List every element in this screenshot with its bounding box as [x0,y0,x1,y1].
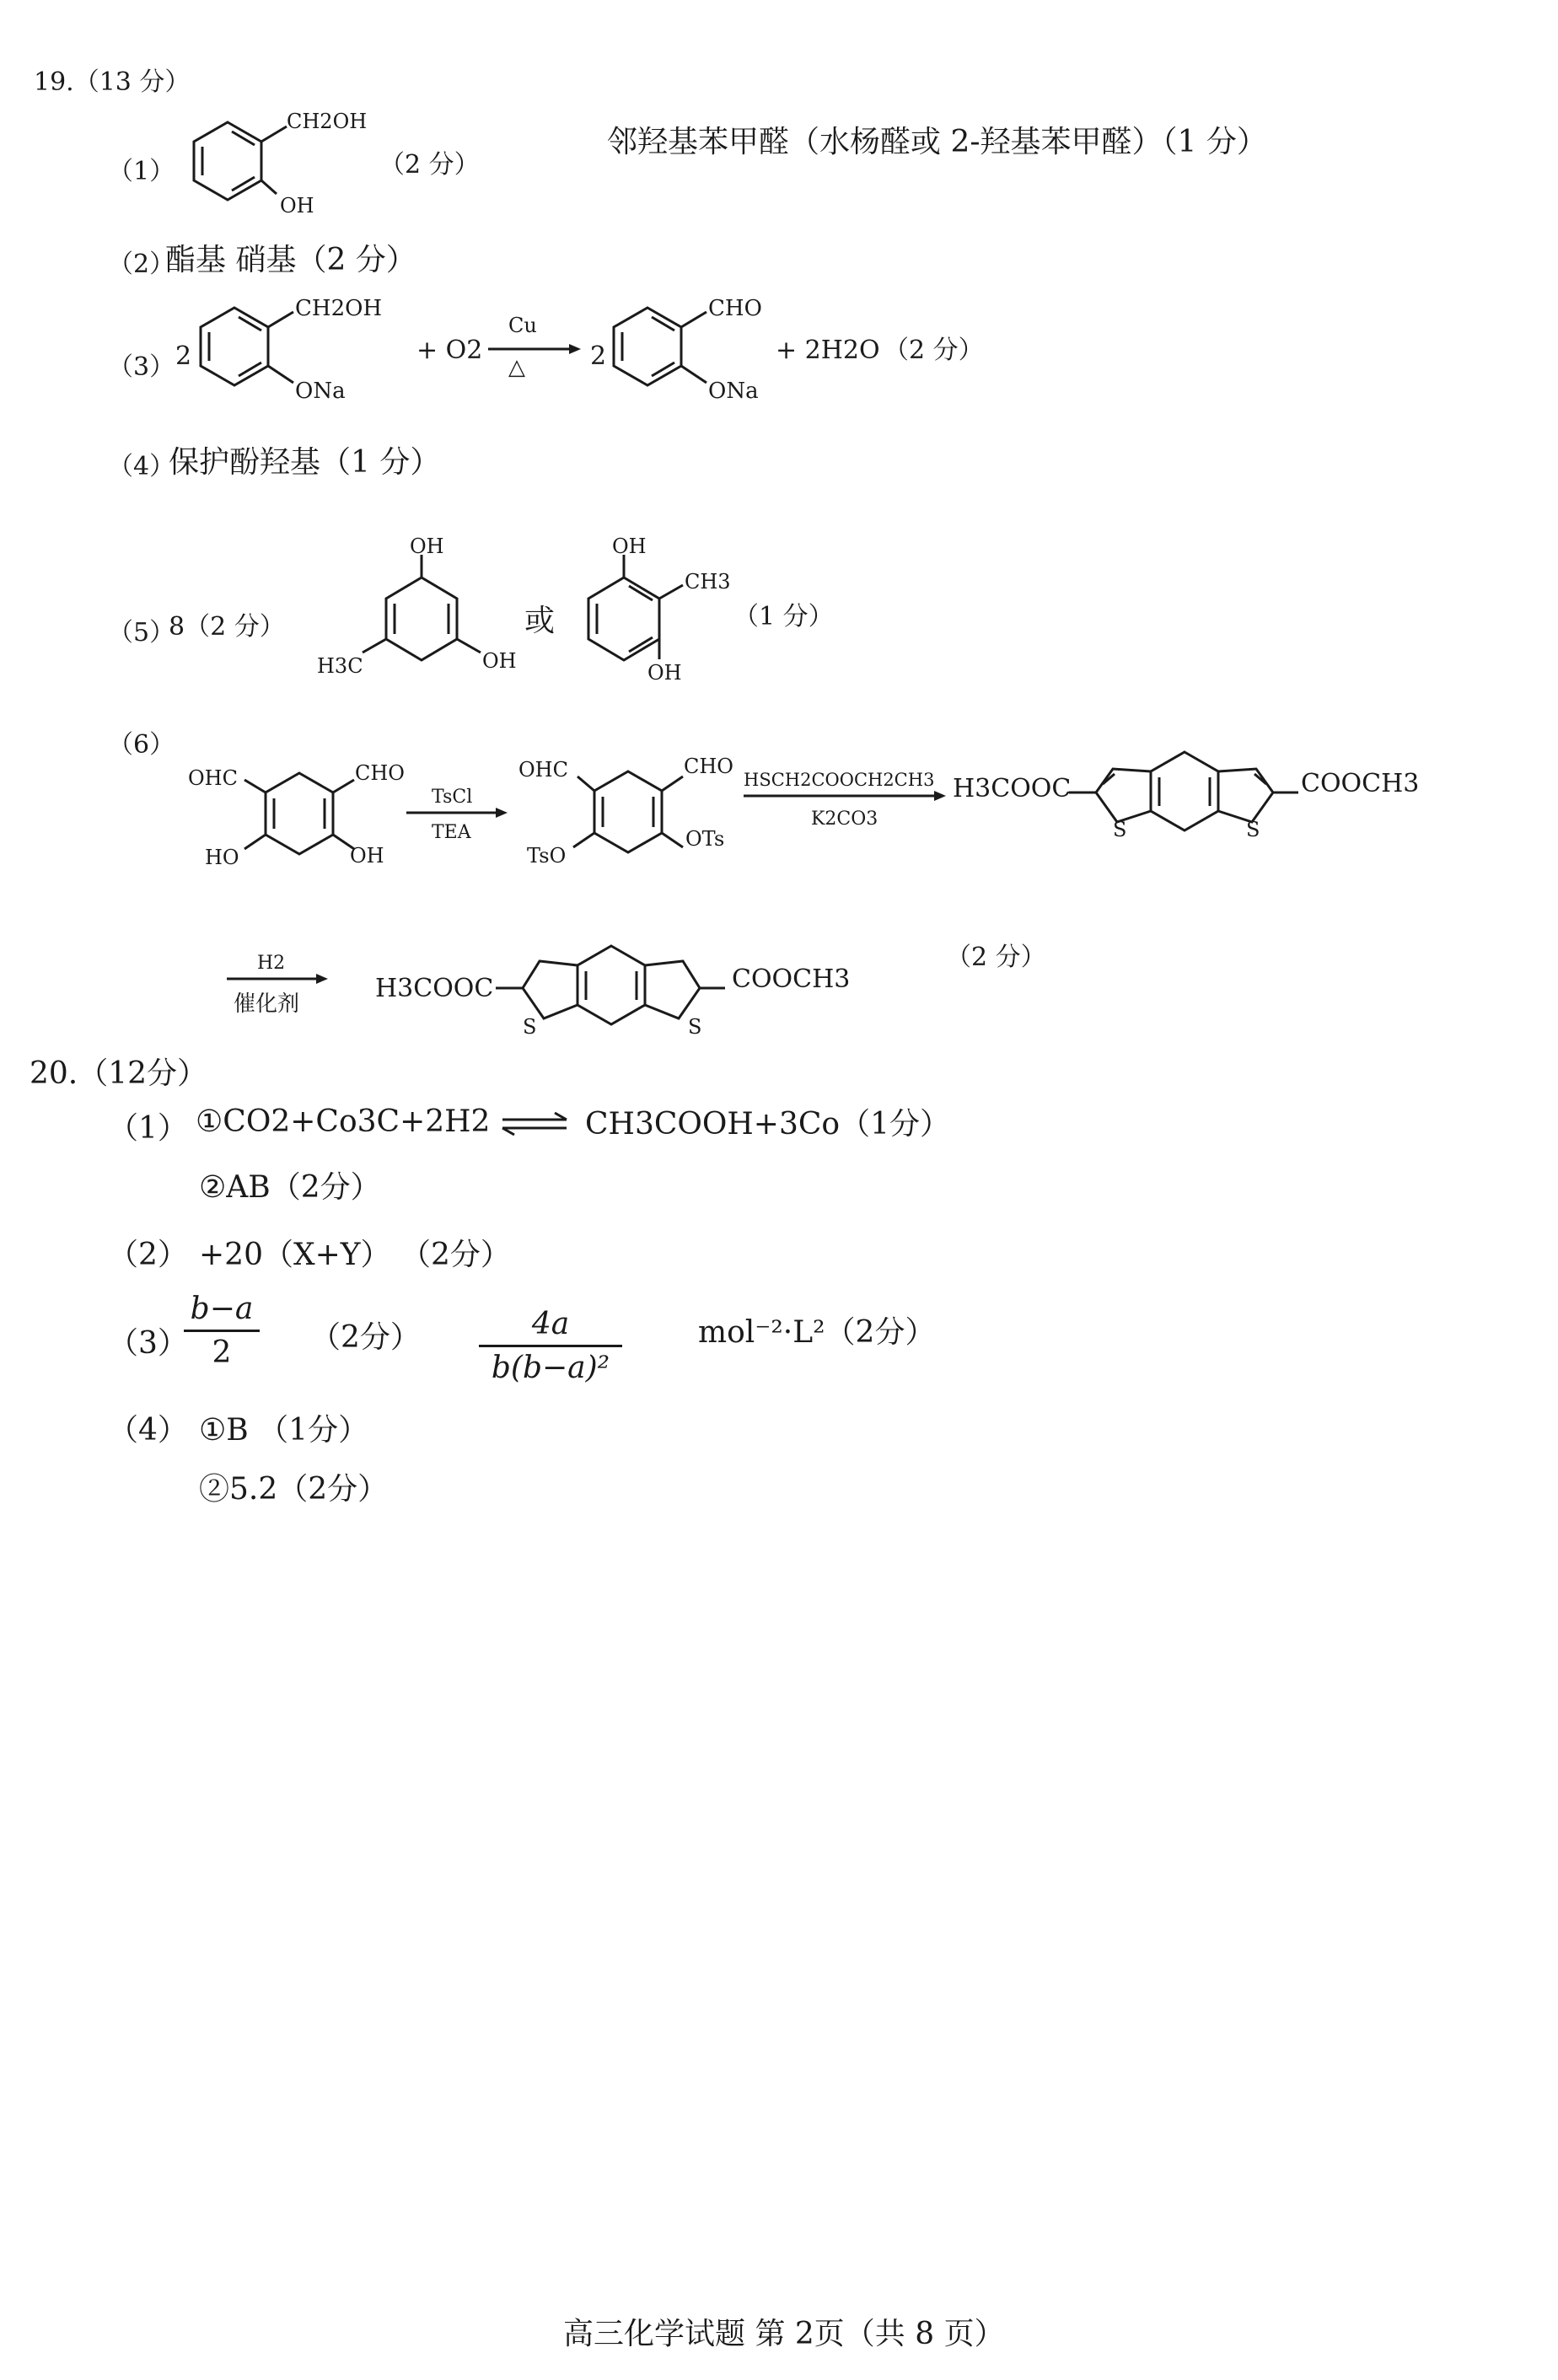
q19-3-product-ona: ONa [708,379,759,404]
q19-2-text: 酯基 硝基（2 分） [165,243,416,277]
q19-6-number: （6） [108,730,175,760]
q19-6-arrow3-catalyst: 催化剂 [234,991,300,1017]
q19-4-text: 保护酚羟基（1 分） [169,445,441,480]
q19-6-s2-cho-right: CHO [684,755,733,778]
q19-6-s1-oh-right: OH [350,844,384,868]
q19-6-arrow-3 [223,948,333,1024]
q19-5-a-oh-right: OH [482,649,517,673]
q20-3-unit: mol⁻²·L²（2分） [698,1315,936,1350]
q19-5-a-oh-top: OH [410,535,444,558]
q19-5-b-oh-bottom: OH [647,661,682,685]
q19-6-s2-ots-left: TsO [527,844,567,868]
q19-6-s2-cho-left: OHC [518,758,568,782]
q19-1-number: （1） [108,157,175,186]
q19-3-reactant-ona: ONa [295,379,346,404]
q20-4-number: （4） [108,1413,188,1448]
q19-6-arrow2-base: K2CO3 [811,809,878,830]
q19-6-arrow1-reagent: TsCl [432,787,473,808]
q19-3-coef-left: 2 [175,341,192,371]
q19-1-name: 邻羟基苯甲醛（水杨醛或 2-羟基苯甲醛）（1 分） [607,125,1267,159]
q19-5-text: 8（2 分） [169,612,285,642]
q19-3-reaction-arrow [485,312,586,379]
q19-5-score: （1 分） [733,602,834,631]
q19-6-arrow-2 [740,767,959,835]
q19-6-score: （2 分） [946,943,1046,972]
q19-6-s3-right-ester: COOCH3 [1301,769,1420,798]
q19-6-s1-cho-right: CHO [355,761,405,785]
q19-6-s1-cho-left: OHC [188,766,238,790]
q20-header: 20.（12分） [30,1056,208,1091]
q19-5-b-oh-top: OH [612,535,647,558]
q19-6-s4-left-ester: H3COOC [375,974,494,1003]
q19-3-plus-h2o: + 2H2O [776,336,880,365]
q19-6-arrow1-base: TEA [432,822,471,843]
q19-header: 19.（13 分） [34,67,191,97]
q20-3-fraction-1 [184,1292,260,1370]
q19-5-or: 或 [524,604,556,638]
q19-6-arrow3-reagent: H2 [257,953,286,974]
q20-1-number: （1） [108,1111,188,1146]
page-footer: 高三化学试题 第 2页（共 8 页） [563,2317,1005,2351]
q20-2-text: +20（X+Y） （2分） [199,1238,511,1272]
q20-1-sub2: ②AB（2分） [199,1170,381,1205]
q19-3-number: （3） [108,352,175,382]
q20-3-f1-numerator: b−a [190,1292,254,1326]
q19-5-a-methyl: H3C [317,654,363,678]
q19-6-s3-sulfur-left: S [1113,818,1127,841]
q20-3-f2-numerator: 4a [531,1307,570,1341]
q19-3-catalyst: Cu [508,314,537,337]
q19-6-s4-right-ester: COOCH3 [732,964,851,994]
q20-2-number: （2） [108,1238,188,1272]
q19-6-dihydro-product [472,927,750,1045]
q19-1-ch2oh-label: CH2OH [287,110,368,133]
q19-3-plus-o2: + O2 [416,336,483,365]
q20-3-f2-denominator: b(b−a)² [491,1351,610,1385]
q19-3-reactant-ch2oh: CH2OH [295,296,383,321]
q20-3-score-1: （2分） [310,1320,421,1355]
q20-1-equation-left: ①CO2+Co3C+2H2 [196,1104,491,1139]
q19-6-s3-sulfur-right: S [1246,818,1260,841]
q19-6-s3-left-ester: H3COOC [953,774,1072,803]
q20-1-equilibrium-arrow [499,1111,575,1136]
q19-5-structure-a [312,535,531,700]
q20-4-sub2: ②5.2（2分） [199,1472,389,1507]
q20-3-f1-denominator: 2 [212,1335,232,1370]
q19-6-s1-oh-left: HO [205,846,239,869]
q19-6-starting-material [181,755,417,881]
q20-1-equation-right: CH3COOH+3Co（1分） [585,1107,951,1142]
q19-4-number: （4） [108,452,175,481]
q19-6-benzodithiophene [1045,733,1324,852]
q19-3-heat: △ [508,355,525,380]
q19-1-score: （2 分） [379,150,480,180]
q20-4-sub1: ①B （1分） [199,1413,369,1448]
q19-5-b-methyl: CH3 [685,570,731,594]
q19-6-s2-ots-right: OTs [685,827,725,851]
q19-3-product-cho: CHO [708,296,762,321]
q19-6-s4-sulfur-left: S [523,1015,537,1039]
q19-1-structure [185,110,388,218]
q19-3-reactant-structure [192,295,395,405]
q19-6-arrow2-reagent: HSCH2COOCH2CH3 [744,770,935,790]
q19-1-oh-label: OH [280,194,314,218]
q19-6-arrow-1 [403,784,513,852]
q19-3-score: （2 分） [884,336,984,365]
q19-3-coef-right: 2 [590,341,607,371]
q19-6-s4-sulfur-right: S [688,1015,702,1039]
q20-3-number: （3） [108,1326,188,1361]
q20-3-fraction-2 [479,1307,622,1385]
q19-5-number: （5） [108,618,175,647]
q19-6-tosylate-intermediate [510,746,746,873]
q19-2-number: （2） [108,250,175,279]
